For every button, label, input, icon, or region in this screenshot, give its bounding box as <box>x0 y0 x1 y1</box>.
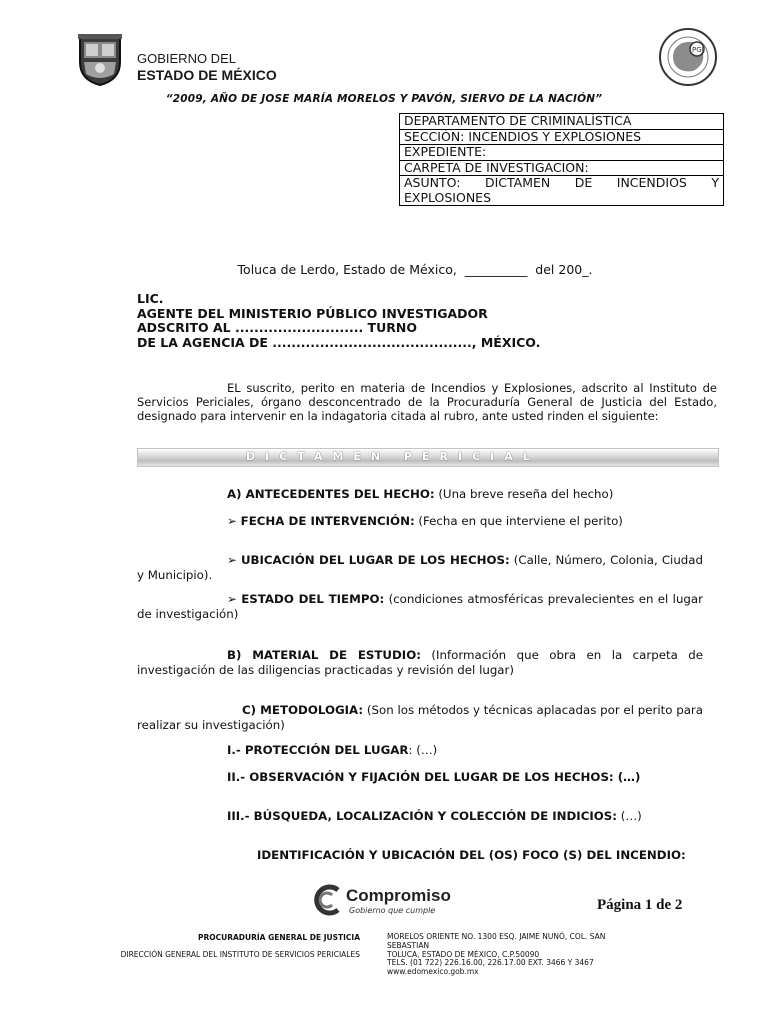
folder-row: CARPETA DE INVESTIGACION: <box>400 161 723 177</box>
item-i <box>137 743 703 758</box>
compromiso-logo-icon <box>308 884 348 916</box>
file-row: EXPEDIENTE: <box>400 145 723 161</box>
footer-phones: TELS. (01 722) 226.16.00, 226.17.00 EXT. 3466 Y 3467 <box>387 958 594 968</box>
bullet-icon: ➢ <box>227 592 237 606</box>
section-b-title: B) MATERIAL DE ESTUDIO: <box>227 648 421 662</box>
ubicacion-lugar <box>137 553 703 583</box>
section-row: SECCIÓN: INCENDIOS Y EXPLOSIONES <box>400 130 723 146</box>
item-iii <box>137 809 703 824</box>
dictamen-banner <box>137 448 719 467</box>
date-year: del 200_. <box>535 262 593 277</box>
government-line-1: GOBIERNO DEL <box>137 51 236 66</box>
section-b-text: (Información que obra en la carpeta de investigación de las diligencias practicadas y revisión del lugar) <box>137 648 704 677</box>
addressee-block <box>137 292 697 350</box>
government-line-2: ESTADO DE MÉXICO <box>137 67 277 83</box>
estado-text: (condiciones atmosféricas prevalecientes en el lugar de investigación) <box>137 592 703 621</box>
government-name <box>137 51 307 83</box>
intro-paragraph: EL suscrito, perito en materia de Incendios y Explosiones, adscrito al Instituto de Servicios Periciales, órgano desconcentrado de la Procuraduría General de Justicia del Estado, designado para intervenir en la indagatoria citada al rubro, ante usted rinden el siguiente: <box>137 381 717 424</box>
section-b <box>137 648 703 678</box>
addressee-line-4: DE LA AGENCIA DE .........................................., MÉXICO. <box>137 334 541 350</box>
department-row: DEPARTAMENTO DE CRIMINALÍSTICA <box>400 114 723 130</box>
section-c <box>137 703 703 733</box>
estado-title: ESTADO DEL TIEMPO: <box>241 592 385 606</box>
section-a-title: A) ANTECEDENTES DEL HECHO: <box>227 487 435 501</box>
item-iii-text: (…) <box>620 809 642 823</box>
subject-row: ASUNTO: DICTAMEN DE INCENDIOS Y EXPLOSIONES <box>404 175 719 205</box>
addressee-line-3: ADSCRITO AL ........................... TURNO <box>137 320 417 335</box>
fecha-title: FECHA DE INTERVENCIÓN: <box>240 514 415 528</box>
item-i-text: : (…) <box>408 743 438 757</box>
footer-address-line-2: SEBASTIAN <box>387 940 430 950</box>
footer-address-line-1: MORELOS ORIENTE NO. 1300 ESQ. JAIME NUNÓ, COL. SAN <box>387 932 606 941</box>
compromiso-brand: Compromiso <box>346 886 451 905</box>
item-ii: II.- OBSERVACIÓN Y FIJACIÓN DEL LUGAR DE LOS HECHOS: (…) <box>227 770 641 784</box>
section-c-title: C) METODOLOGIA: <box>242 703 364 717</box>
footer-website-link[interactable]: www.edomexico.gob.mx <box>387 967 479 977</box>
bullet-icon: ➢ <box>227 514 237 528</box>
addressee-line-2: AGENTE DEL MINISTERIO PÚBLICO INVESTIGADOR <box>137 305 488 321</box>
section-c-text: (Son los métodos y técnicas aplacadas por el perito para realizar su investigación) <box>137 703 704 732</box>
pgj-seal-icon <box>655 27 721 87</box>
item-iii-title: III.- BÚSQUEDA, LOCALIZACIÓN Y COLECCIÓN DE INDICIOS: <box>227 809 617 823</box>
svg-text:PGJ: PGJ <box>692 46 704 54</box>
banner-title: DICTAMEN PERICIAL <box>246 450 540 463</box>
ubicacion-title: UBICACIÓN DEL LUGAR DE LOS HECHOS: <box>240 553 510 567</box>
motto: “2009, AÑO DE JOSE MARÍA MORELOS Y PAVÓN, SIERVO DE LA NACIÓN” <box>165 93 603 105</box>
case-info-box <box>399 113 724 206</box>
fecha-text: (Fecha en que interviene el perito) <box>418 514 623 528</box>
footer-address <box>387 933 667 977</box>
section-a <box>137 487 703 502</box>
footer-address-line-3: TOLUCA, ESTADO DE MÉXICO, C.P.50090 <box>387 949 540 959</box>
compromiso-tagline: Gobierno que cumple <box>349 906 436 915</box>
footer-institution: PROCURADURÍA GENERAL DE JUSTICIA <box>197 933 360 942</box>
place-city: Toluca de Lerdo, Estado de México, <box>237 262 457 277</box>
ubicacion-text: (Calle, Número, Colonia, Ciudad y Municipio). <box>137 553 704 582</box>
estado-tiempo <box>137 592 703 622</box>
fecha-intervencion <box>137 514 703 529</box>
item-i-title: I.- PROTECCIÓN DEL LUGAR <box>227 743 409 757</box>
date-blank: __________ <box>464 262 528 277</box>
bullet-icon: ➢ <box>227 553 237 567</box>
identificacion-foco: IDENTIFICACIÓN Y UBICACIÓN DEL (OS) FOCO (S) DEL INCENDIO: <box>257 848 686 862</box>
footer-direction: DIRECCIÓN GENERAL DEL INSTITUTO DE SERVICIOS PERICIALES <box>120 950 360 959</box>
state-coat-of-arms-icon <box>72 32 128 88</box>
page-number: Página 1 de 2 <box>597 897 683 913</box>
section-a-text: (Una breve reseña del hecho) <box>438 487 614 501</box>
place-date-line <box>0 262 768 277</box>
addressee-line-1: LIC. <box>137 291 164 306</box>
